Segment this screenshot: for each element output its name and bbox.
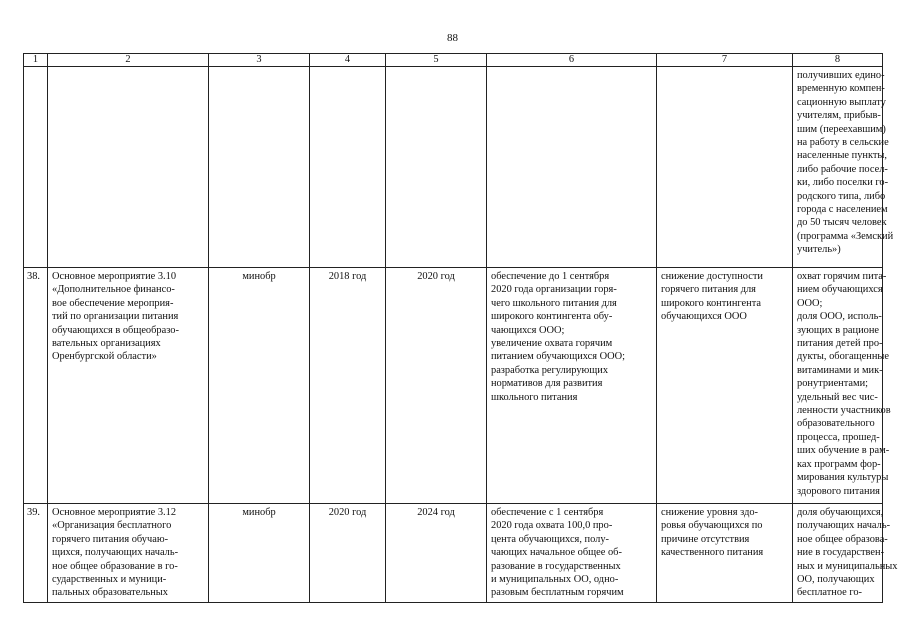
column-header-5: 5 xyxy=(386,54,487,67)
start-year-cell: 2018 год xyxy=(310,268,386,504)
text-line: ных и муниципальных xyxy=(797,560,898,572)
text-line: обучающихся ООО xyxy=(661,311,747,323)
text-line: чего школьного питания для xyxy=(491,297,617,309)
text-line: чающихся ООО; xyxy=(491,324,565,336)
text-line: ние в государствен- xyxy=(797,547,885,559)
result-cell xyxy=(487,268,657,504)
text-line: ки, либо поселки го- xyxy=(797,177,889,189)
executor-cell: минобр xyxy=(209,504,310,603)
row-number: 39. xyxy=(24,504,48,603)
text-line: цента обучающихся, полу- xyxy=(491,533,609,545)
text-line: процесса, прошед- xyxy=(797,431,880,443)
text-line: ших обучение в рам- xyxy=(797,445,890,457)
text-line: ООО; xyxy=(797,297,823,309)
text-line: бесплатное го- xyxy=(797,587,863,599)
text-line: либо рабочие посел- xyxy=(797,163,888,175)
measure-cell xyxy=(48,268,209,504)
text-line: питания детей про- xyxy=(797,338,883,350)
text-line: увеличение охвата горячим xyxy=(491,338,613,350)
text-line: ровья обучающихся по xyxy=(661,520,763,532)
text-line: «Организация бесплатного xyxy=(52,520,172,532)
text-line: питанием обучающихся ООО; xyxy=(491,351,626,363)
text-line: временную компен- xyxy=(797,83,885,95)
consequences-cell xyxy=(657,268,793,504)
text-line: широкого контингента xyxy=(661,297,761,309)
text-line: нормативов для развития xyxy=(491,378,603,390)
column-header-7: 7 xyxy=(657,54,793,67)
text-line: на работу в сельские xyxy=(797,137,889,149)
measure-cell xyxy=(48,504,209,603)
text-line: разовым бесплатным горячим xyxy=(491,587,624,599)
text-line: вое обеспечение мероприя- xyxy=(52,297,174,309)
cell-empty xyxy=(386,67,487,268)
consequences-cell xyxy=(657,504,793,603)
text-line: здорового питания xyxy=(797,485,880,497)
text-line: Оренбургской области» xyxy=(52,351,157,363)
column-header-4: 4 xyxy=(310,54,386,67)
text-line: щихся, получающих началь- xyxy=(52,547,179,559)
measures-table xyxy=(23,53,898,603)
text-line: Основное мероприятие 3.10 xyxy=(52,271,177,282)
text-line: доля ООО, исполь- xyxy=(797,311,882,323)
text-line: горячего питания обучаю- xyxy=(52,533,169,545)
text-line: ленности участников xyxy=(797,405,891,417)
text-line: нием обучающихся xyxy=(797,284,883,296)
text-line: родского типа, либо xyxy=(797,190,886,202)
indicators-cell xyxy=(793,504,898,603)
text-line: снижение уровня здо- xyxy=(661,507,759,518)
cell-empty xyxy=(209,67,310,268)
text-line: причине отсутствия xyxy=(661,533,750,545)
table-row-39 xyxy=(24,504,883,603)
text-line: ках программ фор- xyxy=(797,458,881,470)
text-line: обеспечение до 1 сентября xyxy=(491,271,610,282)
text-line: разование в государственных xyxy=(491,560,621,572)
table-row-continued xyxy=(24,67,883,268)
cell-empty xyxy=(48,67,209,268)
text-line: населенные пункты, xyxy=(797,150,887,162)
cell-empty xyxy=(657,67,793,268)
text-line: обучающихся в общеобразо- xyxy=(52,324,179,336)
executor-cell: минобр xyxy=(209,268,310,504)
text-line: до 50 тысяч человек xyxy=(797,217,887,229)
page-number: 88 xyxy=(447,32,458,44)
text-line: сударственных и муници- xyxy=(52,574,167,586)
text-line: мирования культуры xyxy=(797,472,889,484)
text-line: 2020 года охвата 100,0 про- xyxy=(491,520,613,532)
text-line: витаминами и мик- xyxy=(797,364,883,376)
text-line: охват горячим пита- xyxy=(797,271,887,282)
table-row-38 xyxy=(24,268,883,504)
cell-empty xyxy=(24,67,48,268)
text-line: шим (переехавшим) xyxy=(797,123,886,135)
text-line: удельный вес чис- xyxy=(797,391,878,403)
text-line: получающих началь- xyxy=(797,520,891,532)
text-line: широкого контингента обу- xyxy=(491,311,613,323)
indicators-cell xyxy=(793,67,894,268)
start-year-cell: 2020 год xyxy=(310,504,386,603)
cell-empty xyxy=(310,67,386,268)
text-line: доля обучающихся, xyxy=(797,507,884,518)
text-line: тий по организации питания xyxy=(52,311,179,323)
text-line: обеспечение с 1 сентября xyxy=(491,507,604,518)
text-line: вательных организациях xyxy=(52,338,161,350)
column-header-1: 1 xyxy=(24,54,48,67)
text-line: ронутриентами; xyxy=(797,378,869,390)
text-line: сационную выплату xyxy=(797,96,886,108)
text-line: горячего питания для xyxy=(661,284,756,296)
text-line: Основное мероприятие 3.12 xyxy=(52,507,177,518)
text-line: школьного питания xyxy=(491,391,578,403)
text-line: снижение доступности xyxy=(661,271,763,282)
text-line: ное общее образование в го- xyxy=(52,560,178,572)
end-year-cell: 2024 год xyxy=(386,504,487,603)
text-line: учителям, прибыв- xyxy=(797,110,881,122)
text-line: «Дополнительное финансо- xyxy=(52,284,175,296)
indicators-cell xyxy=(793,268,891,504)
column-header-2: 2 xyxy=(48,54,209,67)
text-line: получивших едино- xyxy=(797,70,885,81)
text-line: разработка регулирующих xyxy=(491,364,609,376)
cell-empty xyxy=(487,67,657,268)
end-year-cell: 2020 год xyxy=(386,268,487,504)
text-line: ное общее образова- xyxy=(797,533,888,545)
row-number: 38. xyxy=(24,268,48,504)
text-line: пальных образовательных xyxy=(52,587,168,599)
text-line: ОО, получающих xyxy=(797,574,875,586)
text-line: учитель») xyxy=(797,244,841,256)
text-line: 2020 года организации горя- xyxy=(491,284,617,296)
column-header-6: 6 xyxy=(487,54,657,67)
column-header-8: 8 xyxy=(793,54,883,67)
result-cell xyxy=(487,504,657,603)
text-line: города с населением xyxy=(797,204,888,216)
column-number-row xyxy=(24,54,883,67)
text-line: качественного питания xyxy=(661,547,764,559)
text-line: и муниципальных ОО, одно- xyxy=(491,574,619,586)
text-line: образовательного xyxy=(797,418,875,430)
text-line: дукты, обогащенные xyxy=(797,351,889,363)
text-line: зующих в рационе xyxy=(797,324,879,336)
text-line: чающих начальное общее об- xyxy=(491,547,622,559)
text-line: (программа «Земский xyxy=(797,230,894,242)
column-header-3: 3 xyxy=(209,54,310,67)
